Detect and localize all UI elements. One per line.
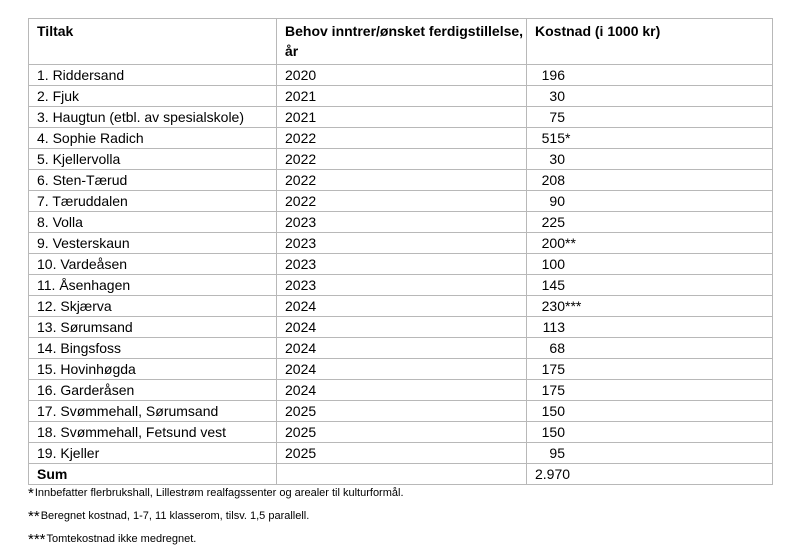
cell-tiltak: 14. Bingsfoss <box>29 338 277 359</box>
sum-cost: 2.970 <box>527 464 773 485</box>
sum-year <box>277 464 527 485</box>
cell-year: 2021 <box>277 86 527 107</box>
cell-tiltak: 4. Sophie Radich <box>29 128 277 149</box>
footnote-marker: ** <box>28 508 40 525</box>
table-row <box>29 107 773 128</box>
cost-value: 200 <box>541 235 565 251</box>
table-row <box>29 65 773 86</box>
cell-cost <box>527 254 773 275</box>
cost-value: 196 <box>541 67 565 83</box>
table-row <box>29 422 773 443</box>
cost-value: 208 <box>541 172 565 188</box>
cell-tiltak: 12. Skjærva <box>29 296 277 317</box>
cell-year: 2023 <box>277 275 527 296</box>
cell-year: 2022 <box>277 170 527 191</box>
table-row <box>29 212 773 233</box>
cost-value: 68 <box>549 340 565 356</box>
cost-value: 225 <box>541 214 565 230</box>
cell-tiltak: 18. Svømmehall, Fetsund vest <box>29 422 277 443</box>
cost-value: 150 <box>541 424 565 440</box>
cost-value: 95 <box>549 445 565 461</box>
table-row <box>29 275 773 296</box>
cell-tiltak: 3. Haugtun (etbl. av spesialskole) <box>29 107 277 128</box>
cell-cost <box>527 233 773 254</box>
cell-cost <box>527 128 773 149</box>
cell-tiltak: 13. Sørumsand <box>29 317 277 338</box>
cell-tiltak: 16. Garderåsen <box>29 380 277 401</box>
cell-cost <box>527 296 773 317</box>
cell-year: 2022 <box>277 128 527 149</box>
cost-value: 175 <box>541 382 565 398</box>
cell-year: 2024 <box>277 338 527 359</box>
cell-year: 2024 <box>277 380 527 401</box>
cell-cost <box>527 359 773 380</box>
cell-year: 2023 <box>277 254 527 275</box>
table-row <box>29 233 773 254</box>
footnote-text: Beregnet kostnad, 1-7, 11 klasserom, tilsv. 1,5 parallell. <box>40 510 310 522</box>
footnote-marker: *** <box>28 531 46 548</box>
cell-cost <box>527 149 773 170</box>
cell-year: 2024 <box>277 317 527 338</box>
cell-year: 2023 <box>277 212 527 233</box>
footnote-mark: ** <box>565 235 576 251</box>
cell-cost <box>527 170 773 191</box>
cell-cost <box>527 86 773 107</box>
table-row <box>29 359 773 380</box>
cell-cost <box>527 275 773 296</box>
table-row <box>29 128 773 149</box>
cost-value: 175 <box>541 361 565 377</box>
cost-value: 230 <box>541 298 565 314</box>
footnote-text: Tomtekostnad ikke medregnet. <box>46 533 197 545</box>
cell-year: 2025 <box>277 401 527 422</box>
table-row <box>29 191 773 212</box>
cell-cost <box>527 401 773 422</box>
table-row <box>29 86 773 107</box>
cost-value: 90 <box>549 193 565 209</box>
footnote-marker: * <box>28 485 34 502</box>
footnote-mark: * <box>565 130 571 146</box>
cell-year: 2021 <box>277 107 527 128</box>
cell-year: 2025 <box>277 443 527 464</box>
cell-cost <box>527 338 773 359</box>
footnote <box>28 529 772 552</box>
cell-tiltak: 6. Sten-Tærud <box>29 170 277 191</box>
cell-year: 2024 <box>277 359 527 380</box>
cell-tiltak: 10. Vardeåsen <box>29 254 277 275</box>
cell-cost <box>527 191 773 212</box>
sum-label: Sum <box>29 464 277 485</box>
cell-tiltak: 11. Åsenhagen <box>29 275 277 296</box>
table-body <box>29 65 773 485</box>
cell-tiltak: 15. Hovinhøgda <box>29 359 277 380</box>
cell-tiltak: 7. Tæruddalen <box>29 191 277 212</box>
cell-tiltak: 8. Volla <box>29 212 277 233</box>
header-row <box>29 19 773 65</box>
footnote <box>28 506 772 529</box>
sum-row <box>29 464 773 485</box>
cost-value: 75 <box>549 109 565 125</box>
footnote-text: Innbefatter flerbrukshall, Lillestrøm realfagssenter og arealer til kulturformål. <box>34 487 404 499</box>
cell-cost <box>527 380 773 401</box>
table-row <box>29 380 773 401</box>
cost-value: 100 <box>541 256 565 272</box>
table-row <box>29 296 773 317</box>
cost-value: 515 <box>541 130 565 146</box>
table-row <box>29 170 773 191</box>
table-row <box>29 149 773 170</box>
cost-value: 30 <box>549 151 565 167</box>
cell-tiltak: 9. Vesterskaun <box>29 233 277 254</box>
cell-year: 2025 <box>277 422 527 443</box>
cell-year: 2022 <box>277 149 527 170</box>
cell-year: 2024 <box>277 296 527 317</box>
table-row <box>29 338 773 359</box>
cell-cost <box>527 212 773 233</box>
cell-year: 2020 <box>277 65 527 86</box>
header-tiltak: Tiltak <box>29 19 277 65</box>
cell-tiltak: 5. Kjellervolla <box>29 149 277 170</box>
cell-cost <box>527 317 773 338</box>
cell-cost <box>527 443 773 464</box>
cell-year: 2023 <box>277 233 527 254</box>
cell-year: 2022 <box>277 191 527 212</box>
table-row <box>29 443 773 464</box>
table-row <box>29 317 773 338</box>
cell-cost <box>527 65 773 86</box>
cell-tiltak: 1. Riddersand <box>29 65 277 86</box>
footnote-mark: *** <box>565 298 582 314</box>
cell-tiltak: 19. Kjeller <box>29 443 277 464</box>
cost-value: 113 <box>542 319 565 335</box>
cell-tiltak: 17. Svømmehall, Sørumsand <box>29 401 277 422</box>
cost-value: 30 <box>549 88 565 104</box>
cost-table <box>28 18 773 485</box>
cell-cost <box>527 422 773 443</box>
cell-tiltak: 2. Fjuk <box>29 86 277 107</box>
footnotes <box>28 483 772 552</box>
footnote <box>28 483 772 506</box>
header-cost: Kostnad (i 1000 kr) <box>527 19 773 65</box>
cost-value: 150 <box>541 403 565 419</box>
cell-cost <box>527 107 773 128</box>
table-row <box>29 254 773 275</box>
table-row <box>29 401 773 422</box>
cost-value: 145 <box>541 277 565 293</box>
header-year: Behov inntrer/ønsket ferdigstillelse, år <box>277 19 527 65</box>
